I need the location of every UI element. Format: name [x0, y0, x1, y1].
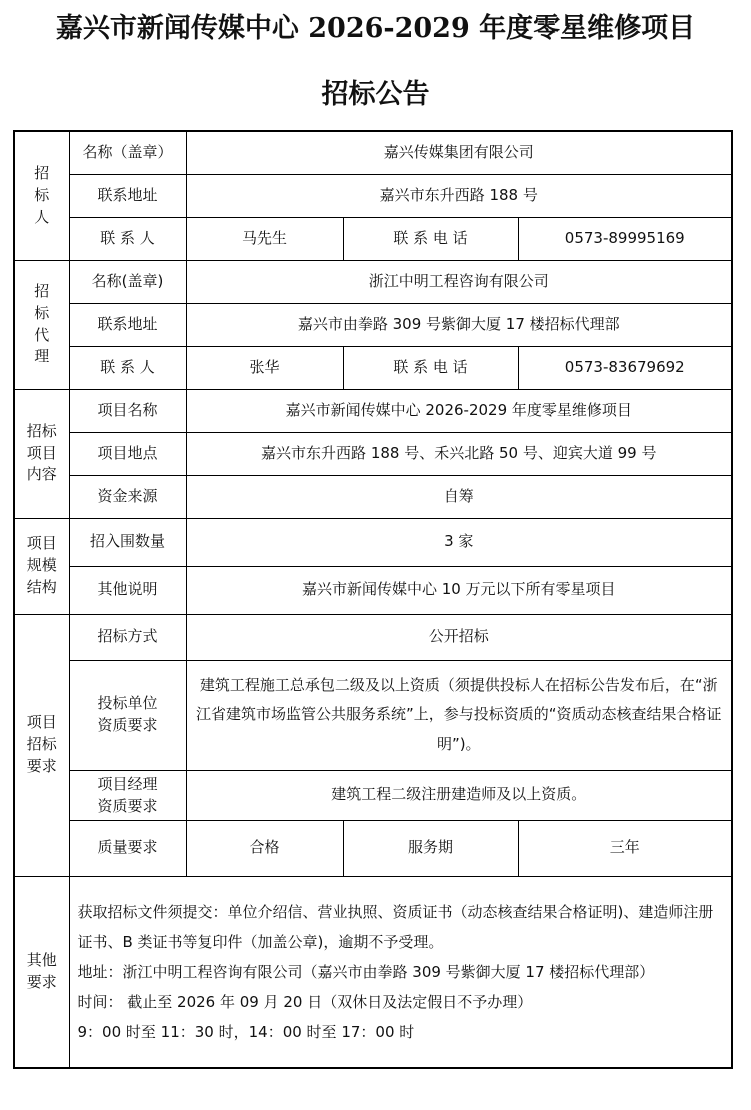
group-other-requirements: 其他 要求	[14, 876, 69, 1068]
req-method-label: 招标方式	[69, 614, 186, 660]
agent-contact-label: 联 系 人	[69, 346, 186, 389]
req-bidder-value: 建筑工程施工总承包二级及以上资质（须提供投标人在招标公告发布后，在“浙江省建筑市场监管公共服务系统”上，参与投标资质的“资质动态核查结果合格证明”)。	[186, 660, 732, 770]
tenderer-address-value: 嘉兴市东升西路 188 号	[186, 174, 732, 217]
tenderer-name-label: 名称（盖章）	[69, 131, 186, 174]
req-service-value: 三年	[518, 820, 732, 876]
other-line-deadline: 时间： 截止至 2026 年 09 月 20 日（双休日及法定假日不予办理）	[77, 992, 533, 1011]
project-location-value: 嘉兴市东升西路 188 号、禾兴北路 50 号、迎宾大道 99 号	[186, 432, 732, 475]
tenderer-name-value: 嘉兴传媒集团有限公司	[186, 131, 732, 174]
scale-other-value: 嘉兴市新闻传媒中心 10 万元以下所有零星项目	[186, 566, 732, 614]
tenderer-contact-value: 马先生	[186, 217, 343, 260]
other-line-hours: 9：00 时至 11：30 时，14：00 时至 17：00 时	[77, 1022, 415, 1041]
project-name-label: 项目名称	[69, 389, 186, 432]
agent-name-value: 浙江中明工程咨询有限公司	[186, 260, 732, 303]
agent-address-label: 联系地址	[69, 303, 186, 346]
agent-contact-value: 张华	[186, 346, 343, 389]
agent-address-value: 嘉兴市由拳路 309 号紫御大厦 17 楼招标代理部	[186, 303, 732, 346]
other-line-address: 地址：浙江中明工程咨询有限公司（嘉兴市由拳路 309 号紫御大厦 17 楼招标代理部）	[77, 962, 655, 981]
document-title-line1: 嘉兴市新闻传媒中心 2026-2029 年度零星维修项目	[55, 13, 696, 44]
tenderer-contact-label: 联 系 人	[69, 217, 186, 260]
group-project-scale: 项目 规模 结构	[14, 518, 69, 614]
tenderer-phone-value: 0573-89995169	[518, 217, 732, 260]
req-method-value: 公开招标	[186, 614, 732, 660]
group-tenderer: 招 标 人	[14, 131, 69, 260]
agent-name-label: 名称(盖章)	[69, 260, 186, 303]
req-service-label: 服务期	[343, 820, 518, 876]
tenderer-address-label: 联系地址	[69, 174, 186, 217]
other-requirements-text	[69, 876, 732, 1068]
project-funding-label: 资金来源	[69, 475, 186, 518]
req-quality-label: 质量要求	[69, 820, 186, 876]
project-location-label: 项目地点	[69, 432, 186, 475]
project-funding-value: 自筹	[186, 475, 732, 518]
group-requirements: 项目 招标 要求	[14, 614, 69, 876]
req-quality-value: 合格	[186, 820, 343, 876]
req-bidder-label: 投标单位 资质要求	[69, 660, 186, 770]
agent-phone-label: 联 系 电 话	[343, 346, 518, 389]
scale-count-value: 3 家	[186, 518, 732, 566]
other-line-documents: 获取招标文件须提交：单位介绍信、营业执照、资质证书（动态核查结果合格证明)、建造师注册证书、B 类证书等复印件（加盖公章)，逾期不予受理。	[77, 902, 714, 951]
project-name-value: 嘉兴市新闻传媒中心 2026-2029 年度零星维修项目	[186, 389, 732, 432]
announcement-table	[13, 130, 733, 1069]
req-manager-label: 项目经理 资质要求	[69, 770, 186, 820]
scale-other-label: 其他说明	[69, 566, 186, 614]
tenderer-phone-label: 联 系 电 话	[343, 217, 518, 260]
agent-phone-value: 0573-83679692	[518, 346, 732, 389]
group-project-content: 招标 项目 内容	[14, 389, 69, 518]
document-title-line2: 招标公告	[321, 79, 430, 110]
req-manager-value: 建筑工程二级注册建造师及以上资质。	[186, 770, 732, 820]
scale-count-label: 招入围数量	[69, 518, 186, 566]
group-agent: 招 标 代 理	[14, 260, 69, 389]
